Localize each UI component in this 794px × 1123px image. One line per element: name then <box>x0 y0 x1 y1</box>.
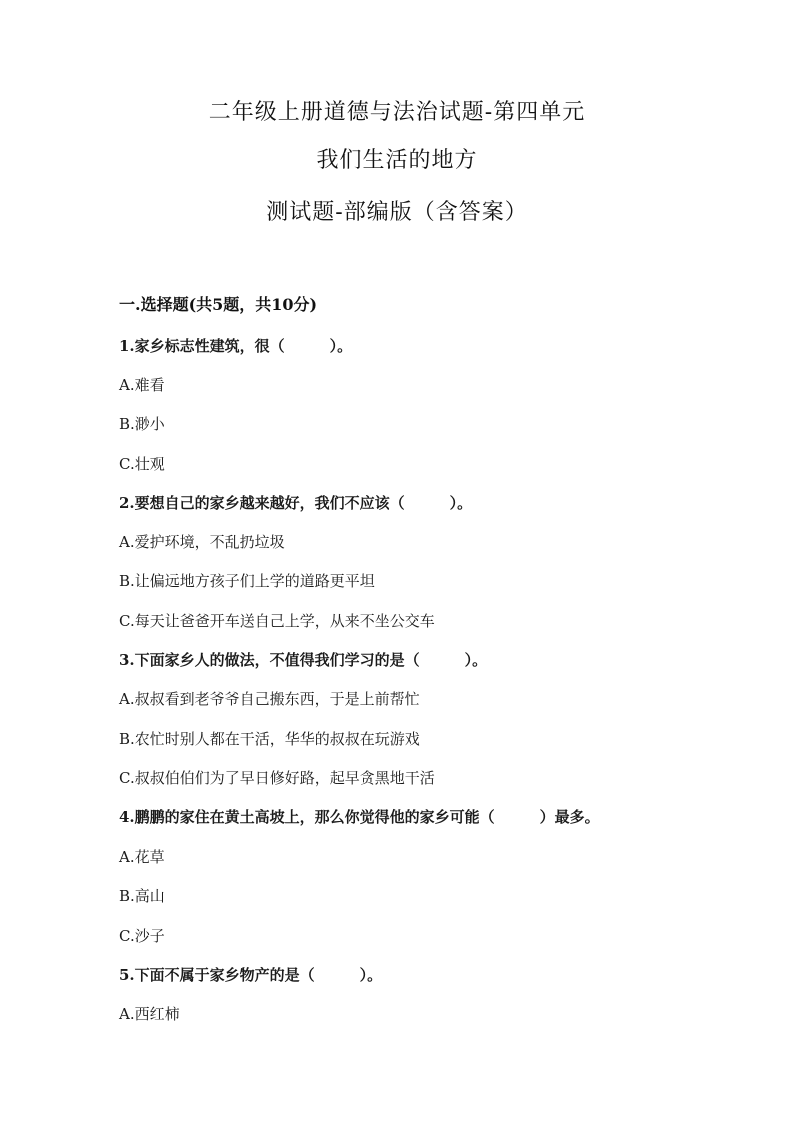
question-2-option-a: A.爱护环境，不乱扔垃圾 <box>119 533 285 551</box>
document-title-line-2: 我们生活的地方 <box>316 148 478 173</box>
question-4: 4.鹏鹏的家住在黄土高坡上，那么你觉得他的家乡可能（ ）最多。 <box>119 808 600 826</box>
question-2-option-c: C.每天让爸爸开车送自己上学，从来不坐公交车 <box>119 612 435 630</box>
question-5-option-a: A.西红柿 <box>119 1005 180 1023</box>
question-3-option-a: A.叔叔看到老爷爷自己搬东西，于是上前帮忙 <box>119 690 420 708</box>
question-4-option-c: C.沙子 <box>119 927 165 945</box>
question-1: 1.家乡标志性建筑，很（ ）。 <box>119 337 353 355</box>
question-1-option-c: C.壮观 <box>119 455 165 473</box>
question-3: 3.下面家乡人的做法，不值得我们学习的是（ ）。 <box>119 651 488 669</box>
question-4-option-b: B.高山 <box>119 887 165 905</box>
question-2: 2.要想自己的家乡越来越好，我们不应该（ ）。 <box>119 494 473 512</box>
question-5: 5.下面不属于家乡物产的是（ ）。 <box>119 966 383 984</box>
question-4-option-a: A.花草 <box>119 848 165 866</box>
section-heading: 一.选择题(共5题，共10分) <box>119 295 318 314</box>
question-1-option-a: A.难看 <box>119 376 165 394</box>
question-2-option-b: B.让偏远地方孩子们上学的道路更平坦 <box>119 572 375 590</box>
question-3-option-c: C.叔叔伯伯们为了早日修好路，起早贪黑地干活 <box>119 769 435 787</box>
question-3-option-b: B.农忙时别人都在干活，华华的叔叔在玩游戏 <box>119 730 420 748</box>
document-title-line-1: 二年级上册道德与法治试题-第四单元 <box>208 100 586 125</box>
question-1-option-b: B.渺小 <box>119 415 165 433</box>
document-title-line-3: 测试题-部编版（含答案） <box>266 200 528 225</box>
